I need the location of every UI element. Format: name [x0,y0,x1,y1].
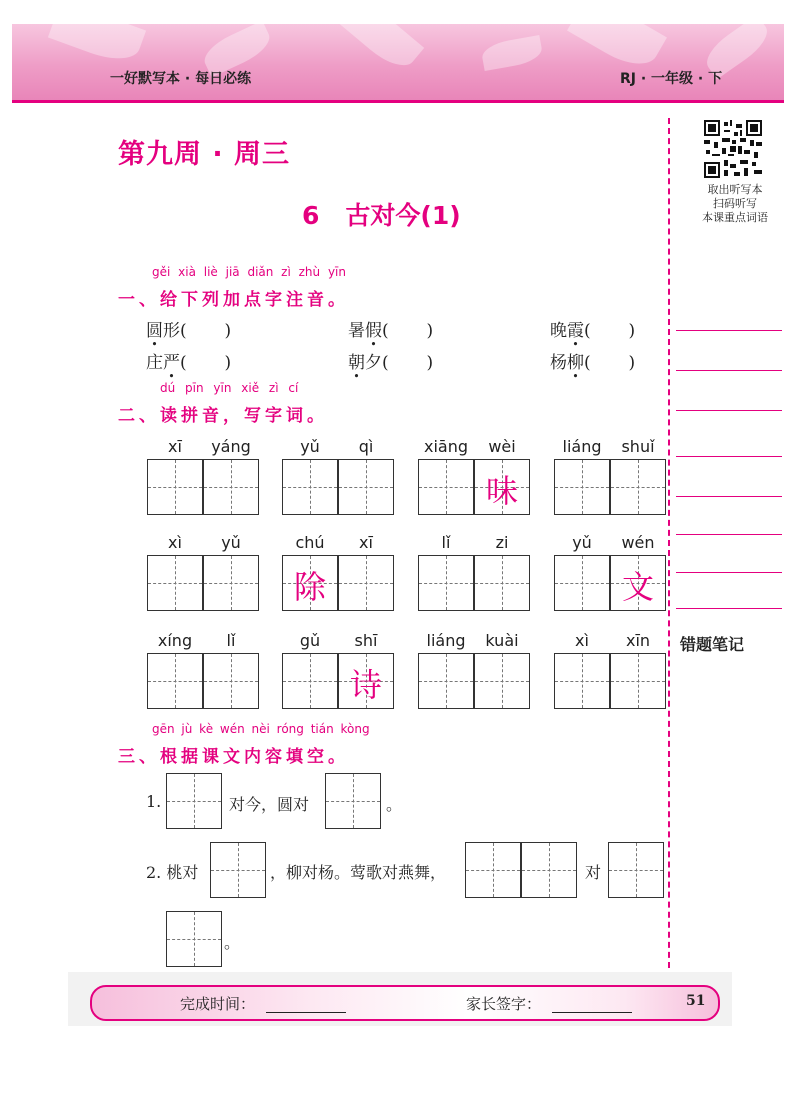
q2-number: 2. 桃对 [146,863,199,882]
pinyin-label: xì [168,533,182,552]
writing-cell[interactable] [338,653,394,709]
pinyin-label: yǔ [572,533,592,552]
section3-pinyin: gēn jù kè wén nèi róng tián kòng [152,722,370,736]
answer-blank[interactable]: ( ) [382,321,434,341]
note-line [676,572,782,573]
pinyin-label: zi [495,533,509,552]
pinyin-label: xīn [625,631,651,650]
q2-blank-3[interactable] [521,842,577,898]
q2-blank-5[interactable] [166,911,222,967]
error-notes-label: 错题笔记 [680,635,745,654]
word-char: 暑 [348,321,365,341]
writing-cell[interactable] [418,459,474,515]
section3-title: 三、根据课文内容填空。 [118,747,349,767]
writing-cell[interactable] [203,459,259,515]
lesson-title [302,196,461,232]
written-char: 味 [485,472,518,510]
word-char: 晚 [550,321,567,341]
dotted-char: 朝 [348,353,365,373]
pinyin-item [146,348,231,373]
q2-blank-4[interactable] [608,842,664,898]
section1-title: 一、给下列加点字注音。 [118,290,349,310]
writing-cell[interactable] [554,653,610,709]
dotted-char: 霞 [567,321,584,341]
q2-text-2: 对 [585,863,602,882]
header-banner [12,24,784,102]
qr-code-icon[interactable] [704,120,762,178]
pinyin-item [550,348,635,373]
pinyin-label: shī [354,631,378,650]
note-line [676,456,782,457]
parent-signature-label: 家长签字： [466,995,542,1013]
writing-cell[interactable] [610,459,666,515]
pinyin-label: gǔ [299,631,321,650]
q2-blank-2[interactable] [465,842,521,898]
answer-blank[interactable]: ( ) [382,353,434,373]
pinyin-label: shuǐ [621,437,655,456]
note-line [676,608,782,609]
writing-cell[interactable] [418,555,474,611]
lesson-number: 6 [302,201,320,230]
pinyin-label: wén [621,533,655,552]
pinyin-item [348,316,433,341]
q1-blank-2[interactable] [325,773,381,829]
pinyin-item [146,316,231,341]
pinyin-item [348,348,433,373]
writing-cell[interactable] [282,555,338,611]
sidebar-divider [668,118,670,978]
pinyin-label: xiāng [423,437,468,456]
page-number: 51 [686,993,706,1009]
completion-time-label: 完成时间： [180,995,256,1013]
q2-blank-1[interactable] [210,842,266,898]
note-line [676,410,782,411]
pinyin-label: liáng [426,631,466,650]
pinyin-label: lǐ [226,631,236,650]
pinyin-label: lǐ [441,533,451,552]
writing-cell[interactable] [610,555,666,611]
brand-title: 一好默写本 · 每日必练 [110,71,252,87]
pinyin-label: liáng [562,437,602,456]
writing-cell[interactable] [147,555,203,611]
pinyin-label: xì [575,631,589,650]
q1-text-2: 。 [386,795,403,814]
writing-cell[interactable] [474,459,530,515]
section2-pinyin: dú pīn yīn xiě zì cí [160,381,299,395]
pinyin-label: xíng [157,631,193,650]
note-line [676,370,782,371]
written-char: 除 [293,568,326,606]
writing-cell[interactable] [338,459,394,515]
pinyin-item [550,316,635,341]
writing-cell[interactable] [147,653,203,709]
writing-cell[interactable] [338,555,394,611]
written-char: 文 [621,568,654,606]
section2-title: 二、读拼音，写字词。 [118,406,328,426]
written-char: 诗 [349,666,382,704]
pinyin-label: wèi [488,437,516,456]
answer-blank[interactable]: ( ) [584,321,636,341]
writing-cell[interactable] [474,555,530,611]
pinyin-label: kuài [485,631,519,650]
dotted-char: 圆 [146,321,163,341]
pinyin-label: chú [295,533,325,552]
qr-caption-line-3: 本课重点词语 [702,211,768,224]
qr-caption-line-2: 扫码听写 [713,197,757,210]
writing-cell[interactable] [554,459,610,515]
writing-cell[interactable] [474,653,530,709]
q1-blank-1[interactable] [166,773,222,829]
writing-cell[interactable] [203,555,259,611]
word-char: 杨 [550,353,567,373]
pinyin-label: yǔ [221,533,241,552]
q2-text-3: 。 [224,933,241,952]
note-line [676,496,782,497]
pinyin-label: yǔ [300,437,320,456]
dotted-char: 假 [365,321,382,341]
writing-cell[interactable] [282,653,338,709]
dotted-char: 严 [163,353,180,373]
section1-pinyin: gěi xià liè jiā diǎn zì zhù yīn [152,265,346,279]
completion-time-field[interactable] [266,1012,346,1013]
answer-blank[interactable]: ( ) [180,321,232,341]
writing-cell[interactable] [147,459,203,515]
writing-cell[interactable] [554,555,610,611]
week-title: 第九周 · 周三 [118,139,291,170]
note-line [676,330,782,331]
parent-signature-field[interactable] [552,1012,632,1013]
writing-cell[interactable] [610,653,666,709]
word-char: 夕 [365,353,382,373]
writing-cell[interactable] [418,653,474,709]
answer-blank[interactable]: ( ) [180,353,232,373]
writing-cell[interactable] [282,459,338,515]
word-char: 形 [163,321,180,341]
grade-label: RJ · 一年级 · 下 [620,71,723,87]
q2-text-1: ，柳对杨。莺歌对燕舞， [270,863,447,882]
pinyin-label: xī [359,533,373,552]
note-line [676,534,782,535]
lesson-name: 古对今(1) [345,201,461,230]
pinyin-label: yáng [211,437,251,456]
pinyin-label: xī [168,437,182,456]
answer-blank[interactable]: ( ) [584,353,636,373]
header-stripe [12,100,784,103]
word-char: 庄 [146,353,163,373]
qr-caption-line-1: 取出听写本 [707,183,763,196]
writing-cell[interactable] [203,653,259,709]
pinyin-label: qì [358,437,374,456]
q1-text-1: 对今，圆对 [229,795,310,814]
q1-number: 1. [146,792,162,811]
dotted-char: 柳 [567,353,584,373]
